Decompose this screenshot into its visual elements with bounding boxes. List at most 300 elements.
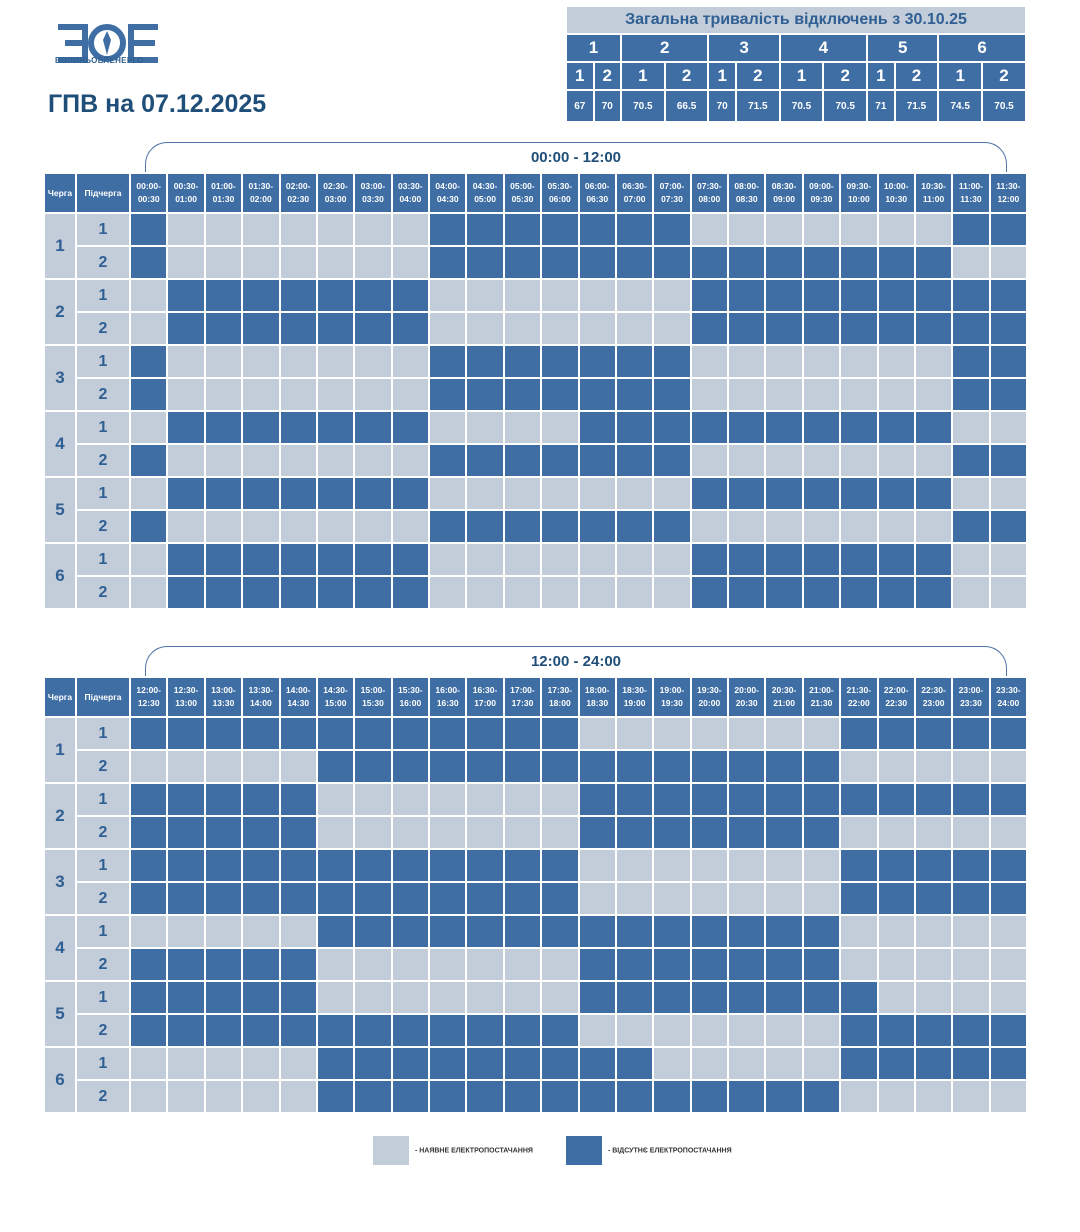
- schedule-row: [45, 916, 1026, 947]
- legend-label-unavailable: - ВІДСУТНЄ ЕЛЕКТРОПОСТАЧАННЯ: [607, 1147, 732, 1155]
- slot-power-on: [318, 784, 353, 815]
- slot-power-on: [542, 577, 577, 608]
- slot-no-power: [542, 1048, 577, 1079]
- outage-summary-table: [565, 5, 1027, 123]
- slot-power-on: [206, 445, 241, 476]
- time-slot-header: 16:30-17:00: [467, 678, 502, 716]
- page-title: ГПВ на 07.12.2025: [48, 90, 267, 118]
- slot-power-on: [991, 751, 1026, 782]
- slot-no-power: [692, 478, 727, 509]
- summary-value: 71.5: [896, 91, 938, 121]
- slot-no-power: [542, 718, 577, 749]
- subqueue-cell: 2: [77, 883, 129, 914]
- slot-no-power: [467, 916, 502, 947]
- queue-cell: 4: [45, 916, 75, 980]
- slot-power-on: [841, 1081, 876, 1112]
- subqueue-cell: 1: [77, 412, 129, 443]
- summary-subqueue: 2: [824, 63, 866, 89]
- slot-no-power: [654, 916, 689, 947]
- slot-power-on: [505, 313, 540, 344]
- slot-power-on: [168, 1048, 203, 1079]
- slot-no-power: [654, 379, 689, 410]
- slot-power-on: [168, 247, 203, 278]
- schedule-row: [45, 784, 1026, 815]
- slot-no-power: [168, 412, 203, 443]
- slot-power-on: [766, 445, 801, 476]
- slot-no-power: [467, 718, 502, 749]
- slot-no-power: [916, 1015, 951, 1046]
- summary-subqueue: 2: [595, 63, 621, 89]
- summary-value: 70.5: [781, 91, 823, 121]
- time-slot-header: 03:30-04:00: [393, 174, 428, 212]
- slot-no-power: [355, 751, 390, 782]
- subqueue-cell: 2: [77, 247, 129, 278]
- time-slot-header: 20:00-20:30: [729, 678, 764, 716]
- slot-power-on: [243, 1048, 278, 1079]
- slot-no-power: [879, 247, 914, 278]
- slot-no-power: [542, 214, 577, 245]
- slot-no-power: [206, 577, 241, 608]
- subqueue-cell: 1: [77, 214, 129, 245]
- schedule-table-morning: [43, 172, 1028, 610]
- schedule-row: [45, 949, 1026, 980]
- slot-power-on: [393, 511, 428, 542]
- time-slot-header: 17:30-18:00: [542, 678, 577, 716]
- slot-no-power: [430, 346, 465, 377]
- slot-no-power: [953, 214, 988, 245]
- queue-cell: 2: [45, 280, 75, 344]
- slot-power-on: [467, 982, 502, 1013]
- slot-power-on: [654, 1015, 689, 1046]
- slot-no-power: [916, 412, 951, 443]
- slot-no-power: [206, 982, 241, 1013]
- slot-no-power: [766, 1081, 801, 1112]
- slot-no-power: [393, 1081, 428, 1112]
- slot-power-on: [467, 280, 502, 311]
- slot-power-on: [654, 718, 689, 749]
- slot-power-on: [692, 214, 727, 245]
- subqueue-cell: 1: [77, 478, 129, 509]
- slot-power-on: [430, 817, 465, 848]
- slot-power-on: [580, 544, 615, 575]
- queue-cell: 3: [45, 346, 75, 410]
- company-logo: [55, 14, 165, 74]
- slot-power-on: [318, 817, 353, 848]
- slot-no-power: [206, 817, 241, 848]
- slot-no-power: [542, 883, 577, 914]
- time-slot-header: 01:30-02:00: [243, 174, 278, 212]
- slot-no-power: [766, 412, 801, 443]
- slot-power-on: [430, 478, 465, 509]
- time-slot-header: 08:00-08:30: [729, 174, 764, 212]
- slot-power-on: [542, 280, 577, 311]
- slot-no-power: [281, 544, 316, 575]
- schedule-row: [45, 247, 1026, 278]
- schedule-row: [45, 751, 1026, 782]
- slot-power-on: [467, 817, 502, 848]
- slot-power-on: [542, 982, 577, 1013]
- time-slot-header: 18:00-18:30: [580, 678, 615, 716]
- slot-power-on: [168, 1081, 203, 1112]
- slot-no-power: [916, 247, 951, 278]
- time-slot-header: 22:30-23:00: [916, 678, 951, 716]
- time-slot-header: 10:30-11:00: [916, 174, 951, 212]
- time-slot-header: 15:30-16:00: [393, 678, 428, 716]
- time-slot-header: 11:30-12:00: [991, 174, 1026, 212]
- slot-power-on: [804, 718, 839, 749]
- slot-power-on: [206, 511, 241, 542]
- slot-no-power: [467, 511, 502, 542]
- time-slot-header: 21:00-21:30: [804, 678, 839, 716]
- slot-no-power: [467, 379, 502, 410]
- slot-no-power: [953, 313, 988, 344]
- queue-cell: 6: [45, 544, 75, 608]
- slot-no-power: [692, 784, 727, 815]
- slot-no-power: [916, 544, 951, 575]
- summary-queue-3: 3: [709, 35, 778, 61]
- schedule-table-evening: [43, 676, 1028, 1114]
- time-slot-header: 18:30-19:00: [617, 678, 652, 716]
- slot-no-power: [953, 784, 988, 815]
- slot-no-power: [654, 346, 689, 377]
- slot-no-power: [318, 544, 353, 575]
- legend-label-available: - НАЯВНЕ ЕЛЕКТРОПОСТАЧАННЯ: [414, 1147, 533, 1155]
- slot-no-power: [243, 784, 278, 815]
- slot-no-power: [243, 577, 278, 608]
- slot-power-on: [692, 1015, 727, 1046]
- slot-no-power: [879, 280, 914, 311]
- slot-no-power: [243, 817, 278, 848]
- slot-power-on: [243, 346, 278, 377]
- slot-no-power: [580, 784, 615, 815]
- slot-no-power: [916, 883, 951, 914]
- slot-no-power: [505, 1081, 540, 1112]
- slot-no-power: [580, 511, 615, 542]
- time-slot-header: 02:00-02:30: [281, 174, 316, 212]
- slot-power-on: [766, 883, 801, 914]
- slot-no-power: [467, 850, 502, 881]
- slot-no-power: [916, 577, 951, 608]
- subqueue-cell: 1: [77, 784, 129, 815]
- slot-power-on: [393, 784, 428, 815]
- time-slot-header: 06:00-06:30: [580, 174, 615, 212]
- slot-no-power: [168, 718, 203, 749]
- slot-no-power: [355, 883, 390, 914]
- slot-no-power: [953, 1015, 988, 1046]
- subqueue-cell: 2: [77, 511, 129, 542]
- slot-no-power: [505, 718, 540, 749]
- slot-no-power: [766, 784, 801, 815]
- slot-power-on: [243, 1081, 278, 1112]
- slot-power-on: [729, 718, 764, 749]
- time-slot-header: 07:30-08:00: [692, 174, 727, 212]
- queue-column-header: Черга: [45, 678, 75, 716]
- slot-power-on: [729, 1048, 764, 1079]
- slot-power-on: [206, 751, 241, 782]
- slot-no-power: [580, 346, 615, 377]
- slot-no-power: [617, 784, 652, 815]
- slot-no-power: [804, 313, 839, 344]
- schedule-row: [45, 280, 1026, 311]
- slot-power-on: [430, 313, 465, 344]
- block-label-morning: 00:00 - 12:00: [145, 142, 1007, 172]
- time-slot-header: 12:00-12:30: [131, 678, 166, 716]
- slot-power-on: [916, 751, 951, 782]
- slot-no-power: [318, 313, 353, 344]
- slot-no-power: [766, 313, 801, 344]
- slot-no-power: [766, 817, 801, 848]
- time-slot-header: 07:00-07:30: [654, 174, 689, 212]
- schedule-row: [45, 214, 1026, 245]
- slot-power-on: [430, 982, 465, 1013]
- slot-no-power: [430, 1015, 465, 1046]
- slot-no-power: [617, 247, 652, 278]
- slot-no-power: [467, 1081, 502, 1112]
- slot-no-power: [916, 313, 951, 344]
- schedule-row: [45, 1015, 1026, 1046]
- slot-no-power: [580, 982, 615, 1013]
- subqueue-cell: 2: [77, 577, 129, 608]
- slot-power-on: [542, 949, 577, 980]
- slot-no-power: [318, 1015, 353, 1046]
- slot-power-on: [692, 883, 727, 914]
- slot-no-power: [206, 883, 241, 914]
- slot-power-on: [879, 1081, 914, 1112]
- subqueue-cell: 2: [77, 379, 129, 410]
- slot-no-power: [542, 346, 577, 377]
- slot-power-on: [841, 511, 876, 542]
- time-slot-header: 20:30-21:00: [766, 678, 801, 716]
- slot-no-power: [580, 1048, 615, 1079]
- queue-column-header: Черга: [45, 174, 75, 212]
- slot-power-on: [281, 916, 316, 947]
- slot-power-on: [991, 916, 1026, 947]
- slot-power-on: [953, 544, 988, 575]
- slot-power-on: [430, 784, 465, 815]
- slot-no-power: [729, 247, 764, 278]
- slot-power-on: [542, 784, 577, 815]
- slot-power-on: [393, 247, 428, 278]
- slot-power-on: [841, 379, 876, 410]
- slot-no-power: [168, 544, 203, 575]
- slot-power-on: [542, 313, 577, 344]
- slot-power-on: [991, 247, 1026, 278]
- slot-no-power: [542, 379, 577, 410]
- slot-power-on: [841, 346, 876, 377]
- slot-no-power: [467, 1015, 502, 1046]
- slot-no-power: [804, 1081, 839, 1112]
- slot-no-power: [430, 379, 465, 410]
- slot-power-on: [916, 511, 951, 542]
- slot-power-on: [991, 577, 1026, 608]
- slot-power-on: [654, 478, 689, 509]
- slot-power-on: [916, 1081, 951, 1112]
- slot-power-on: [467, 784, 502, 815]
- slot-power-on: [131, 313, 166, 344]
- slot-power-on: [692, 850, 727, 881]
- slot-power-on: [467, 478, 502, 509]
- slot-no-power: [318, 916, 353, 947]
- slot-power-on: [953, 478, 988, 509]
- slot-no-power: [467, 445, 502, 476]
- slot-power-on: [355, 346, 390, 377]
- slot-no-power: [617, 511, 652, 542]
- summary-value: 70.5: [983, 91, 1025, 121]
- slot-no-power: [804, 577, 839, 608]
- slot-power-on: [355, 817, 390, 848]
- slot-no-power: [916, 478, 951, 509]
- slot-no-power: [617, 949, 652, 980]
- time-slot-header: 13:00-13:30: [206, 678, 241, 716]
- slot-no-power: [953, 850, 988, 881]
- slot-power-on: [206, 247, 241, 278]
- slot-power-on: [654, 313, 689, 344]
- slot-no-power: [804, 784, 839, 815]
- slot-no-power: [654, 784, 689, 815]
- slot-power-on: [355, 214, 390, 245]
- slot-power-on: [766, 511, 801, 542]
- slot-power-on: [953, 817, 988, 848]
- slot-no-power: [804, 817, 839, 848]
- queue-cell: 5: [45, 982, 75, 1046]
- slot-no-power: [692, 544, 727, 575]
- time-slot-header: 02:30-03:00: [318, 174, 353, 212]
- slot-no-power: [281, 784, 316, 815]
- slot-no-power: [467, 883, 502, 914]
- slot-no-power: [168, 850, 203, 881]
- slot-no-power: [206, 280, 241, 311]
- subqueue-cell: 1: [77, 1048, 129, 1079]
- legend-unavailable: [566, 1136, 732, 1165]
- slot-no-power: [729, 916, 764, 947]
- schedule-row: [45, 817, 1026, 848]
- slot-no-power: [841, 577, 876, 608]
- slot-no-power: [318, 1048, 353, 1079]
- slot-no-power: [168, 313, 203, 344]
- subqueue-cell: 2: [77, 817, 129, 848]
- slot-power-on: [430, 949, 465, 980]
- slot-no-power: [393, 478, 428, 509]
- subqueue-cell: 2: [77, 751, 129, 782]
- slot-no-power: [281, 883, 316, 914]
- slot-power-on: [580, 718, 615, 749]
- slot-power-on: [505, 478, 540, 509]
- slot-no-power: [393, 577, 428, 608]
- slot-no-power: [804, 982, 839, 1013]
- slot-power-on: [991, 544, 1026, 575]
- slot-power-on: [879, 751, 914, 782]
- slot-no-power: [841, 1048, 876, 1079]
- time-slot-header: 16:00-16:30: [430, 678, 465, 716]
- slot-no-power: [617, 1048, 652, 1079]
- slot-power-on: [318, 247, 353, 278]
- slot-power-on: [879, 511, 914, 542]
- schedule-row: [45, 850, 1026, 881]
- schedule-row: [45, 379, 1026, 410]
- slot-power-on: [580, 280, 615, 311]
- slot-no-power: [729, 982, 764, 1013]
- slot-no-power: [766, 247, 801, 278]
- slot-power-on: [243, 445, 278, 476]
- slot-power-on: [729, 445, 764, 476]
- schedule-row: [45, 718, 1026, 749]
- slot-no-power: [841, 883, 876, 914]
- slot-no-power: [131, 883, 166, 914]
- slot-power-on: [692, 445, 727, 476]
- slot-no-power: [168, 1015, 203, 1046]
- summary-subqueue: 2: [666, 63, 708, 89]
- time-slot-header: 09:00-09:30: [804, 174, 839, 212]
- block-label-evening: 12:00 - 24:00: [145, 646, 1007, 676]
- slot-power-on: [542, 817, 577, 848]
- slot-no-power: [243, 1015, 278, 1046]
- slot-power-on: [841, 214, 876, 245]
- subqueue-cell: 1: [77, 280, 129, 311]
- slot-no-power: [617, 346, 652, 377]
- slot-no-power: [542, 247, 577, 278]
- slot-no-power: [841, 784, 876, 815]
- slot-power-on: [692, 346, 727, 377]
- slot-power-on: [243, 751, 278, 782]
- slot-no-power: [991, 784, 1026, 815]
- slot-no-power: [131, 718, 166, 749]
- slot-power-on: [355, 511, 390, 542]
- slot-no-power: [206, 850, 241, 881]
- slot-power-on: [580, 478, 615, 509]
- slot-power-on: [318, 949, 353, 980]
- slot-no-power: [729, 817, 764, 848]
- slot-no-power: [281, 982, 316, 1013]
- slot-no-power: [131, 247, 166, 278]
- slot-no-power: [879, 313, 914, 344]
- slot-no-power: [168, 280, 203, 311]
- slot-power-on: [281, 346, 316, 377]
- slot-no-power: [168, 883, 203, 914]
- slot-no-power: [393, 1015, 428, 1046]
- slot-power-on: [804, 214, 839, 245]
- slot-no-power: [430, 445, 465, 476]
- slot-power-on: [542, 412, 577, 443]
- slot-no-power: [729, 412, 764, 443]
- slot-no-power: [430, 883, 465, 914]
- slot-power-on: [505, 577, 540, 608]
- slot-no-power: [281, 949, 316, 980]
- slot-power-on: [953, 247, 988, 278]
- slot-no-power: [243, 412, 278, 443]
- slot-no-power: [318, 412, 353, 443]
- slot-no-power: [430, 850, 465, 881]
- slot-no-power: [131, 1015, 166, 1046]
- time-slot-header: 05:00-05:30: [505, 174, 540, 212]
- slot-no-power: [692, 280, 727, 311]
- slot-no-power: [355, 1015, 390, 1046]
- slot-no-power: [766, 982, 801, 1013]
- subqueue-cell: 1: [77, 544, 129, 575]
- slot-no-power: [430, 511, 465, 542]
- slot-power-on: [467, 577, 502, 608]
- slot-power-on: [729, 214, 764, 245]
- slot-no-power: [841, 982, 876, 1013]
- slot-no-power: [542, 751, 577, 782]
- slot-power-on: [617, 280, 652, 311]
- slot-no-power: [953, 346, 988, 377]
- slot-power-on: [916, 982, 951, 1013]
- slot-power-on: [879, 817, 914, 848]
- slot-power-on: [692, 511, 727, 542]
- slot-no-power: [430, 247, 465, 278]
- slot-power-on: [467, 313, 502, 344]
- slot-no-power: [654, 445, 689, 476]
